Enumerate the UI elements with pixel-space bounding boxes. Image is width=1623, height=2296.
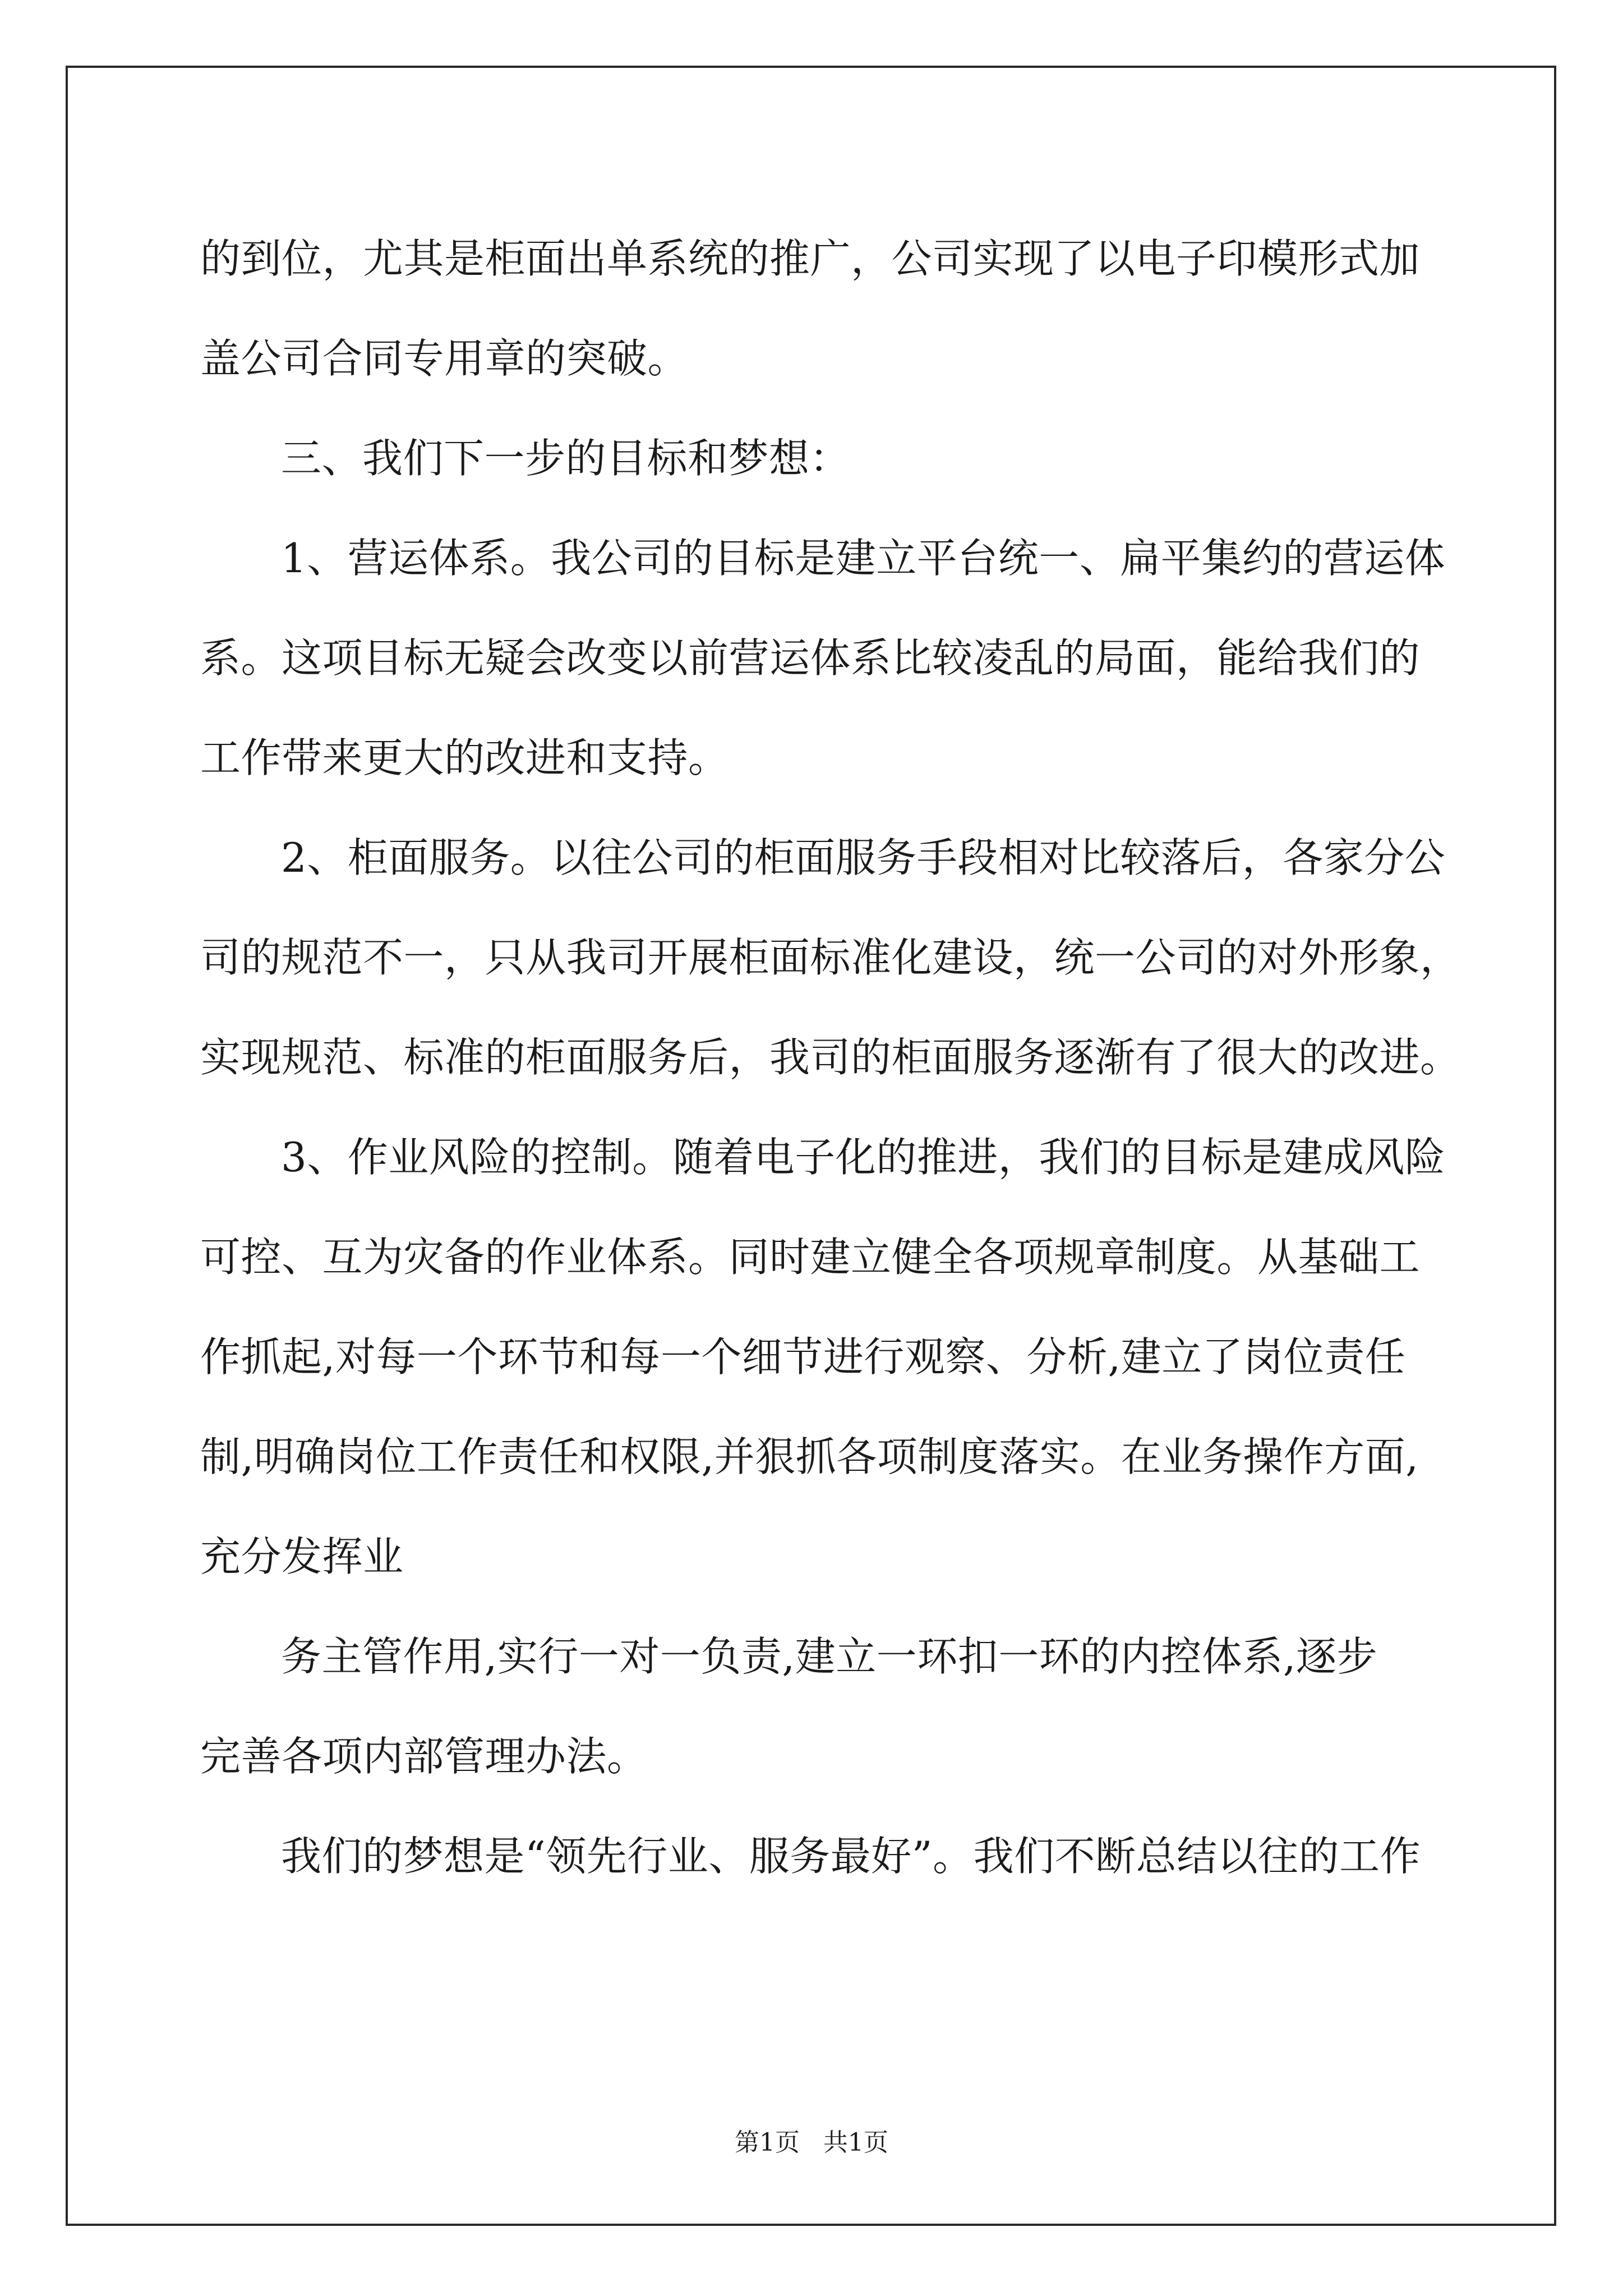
- text-line: 作抓起,对每一个环节和每一个细节进行观察、分析,建立了岗位责任: [200, 1333, 1406, 1381]
- text-line: 实现规范、标准的柜面服务后，我司的柜面服务逐渐有了很大的改进。: [200, 1034, 1461, 1081]
- page-number: 第1页: [735, 2128, 800, 2157]
- text-line: 的到位，尤其是柜面出单系统的推广，公司实现了以电子印模形式加: [200, 235, 1421, 282]
- text-line: 务主管作用,实行一对一负责,建立一环扣一环的内控体系,逐步: [281, 1633, 1378, 1680]
- document-body: [200, 209, 1461, 1906]
- text-line: 可控、互为灾备的作业体系。同时建立健全各项规章制度。从基础工: [200, 1234, 1421, 1281]
- text-line: 3、作业风险的控制。随着电子化的推进，我们的目标是建成风险: [281, 1134, 1446, 1181]
- page-footer: [0, 2126, 1623, 2160]
- section-heading: 三、我们下一步的目标和梦想：: [281, 435, 851, 482]
- text-line: 我们的梦想是“领先行业、服务最好”。我们不断总结以往的工作: [281, 1833, 1421, 1880]
- text-line: 完善各项内部管理办法。: [200, 1733, 648, 1780]
- text-line: 系。这项目标无疑会改变以前营运体系比较凌乱的局面，能给我们的: [200, 634, 1421, 682]
- text-line: 工作带来更大的改进和支持。: [200, 734, 729, 781]
- text-line: 2、柜面服务。以往公司的柜面服务手段相对比较落后，各家分公: [281, 834, 1446, 881]
- text-line: 1、营运体系。我公司的目标是建立平台统一、扁平集约的营运体: [281, 535, 1446, 582]
- text-line: 制,明确岗位工作责任和权限,并狠抓各项制度落实。在业务操作方面,: [200, 1433, 1419, 1480]
- text-line: 司的规范不一，只从我司开展柜面标准化建设，统一公司的对外形象，: [200, 934, 1461, 981]
- page-total: 共1页: [823, 2128, 888, 2157]
- text-line: 充分发挥业: [200, 1533, 404, 1580]
- text-line: 盖公司合同专用章的突破。: [200, 335, 689, 382]
